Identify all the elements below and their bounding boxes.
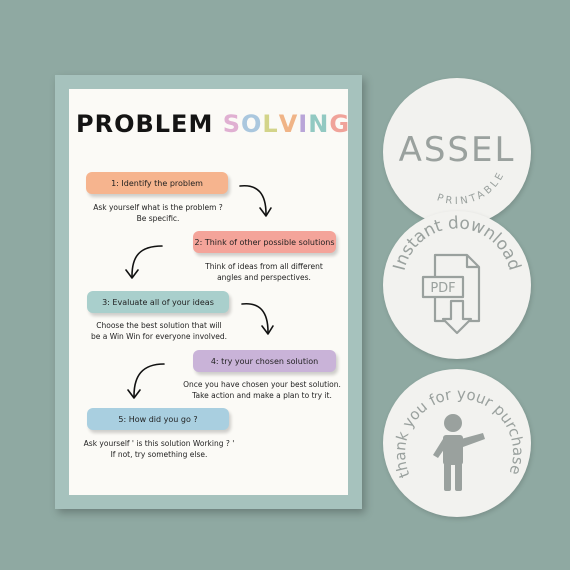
title-word-problem: PROBLEM [76, 110, 214, 138]
thank-you-text: thank you for your purchase [390, 384, 528, 481]
title-letter: G [329, 110, 351, 138]
brand-subtitle: PRINTABLE [435, 168, 508, 208]
brand-name: ASSEL [398, 130, 516, 170]
step-2-pill [193, 231, 336, 253]
step-4-pill [193, 350, 336, 372]
step-5-label: 5: How did you go ? [118, 414, 198, 424]
title-letter: N [308, 110, 330, 138]
title-letter: V [278, 110, 299, 138]
curved-arrow-2-icon [122, 240, 166, 284]
thank-you-badge [383, 369, 531, 517]
step-1-description: Ask yourself what is the problem ? Be specific. [93, 203, 223, 223]
pdf-label: PDF [430, 281, 456, 296]
bowing-person-icon [433, 414, 485, 491]
step-2-label: 2: Think of other possible solutions [194, 237, 335, 247]
title-letter: I [298, 110, 309, 138]
curved-arrow-1-icon [236, 180, 280, 222]
step-5-pill [87, 408, 229, 430]
step-3-label: 3: Evaluate all of your ideas [102, 297, 214, 307]
svg-text:Instant download [390, 213, 525, 273]
step-1-label: 1: Identify the problem [111, 178, 203, 188]
step-3-pill [87, 291, 229, 313]
curved-arrow-3-icon [238, 298, 282, 340]
step-5-description: Ask yourself ' is this solution Working ? ' If not, try something else. [83, 439, 235, 459]
instant-download-badge [383, 211, 531, 359]
title-letter: O [241, 110, 263, 138]
step-4-label: 4: try your chosen solution [210, 356, 319, 366]
svg-text:PRINTABLE [435, 169, 507, 207]
step-4-description: Once you have chosen your best solution. Take action and make a plan to try it. [183, 380, 341, 400]
title-letter: S [222, 110, 241, 138]
step-3-description: Choose the best solution that will be a Win Win for everyone involved. [90, 321, 228, 341]
step-2-description: Think of ideas from all different angles and perspectives. [205, 262, 323, 282]
instant-download-text: Instant download [389, 213, 525, 273]
title-word-solving [223, 110, 350, 138]
brand-logo [383, 78, 531, 226]
curved-arrow-4-icon [124, 358, 168, 404]
poster-title [76, 110, 350, 138]
step-1-pill [86, 172, 228, 194]
title-letter: L [262, 110, 279, 138]
brand-badge [383, 78, 531, 226]
